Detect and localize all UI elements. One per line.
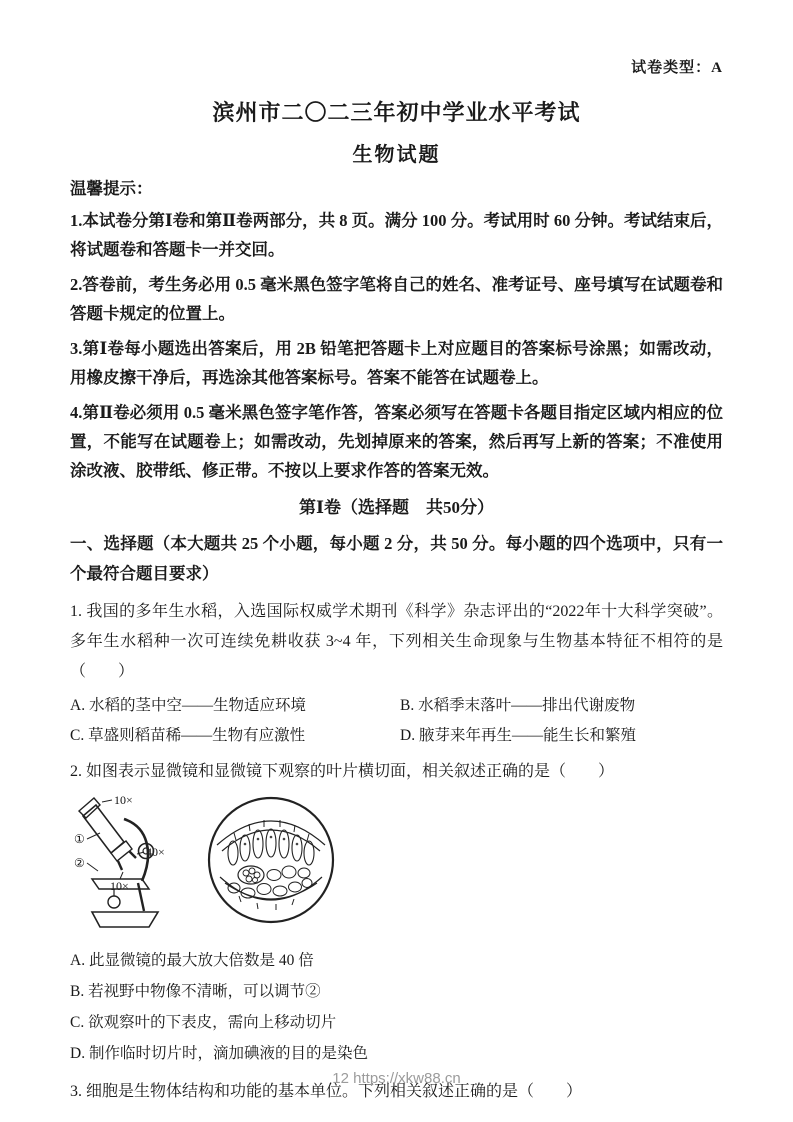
notice-item: 1.本试卷分第Ⅰ卷和第Ⅱ卷两部分，共 8 页。满分 100 分。考试用时 60 分钟。考试结束后，将试题卷和答题卡一并交回。: [70, 211, 723, 259]
paper-type-label: 试卷类型：A: [631, 60, 723, 76]
notice-item: 4.第Ⅱ卷必须用 0.5 毫米黑色签字笔作答，答案必须写在答题卡各题目指定区域内相应的位置，不能写在试题卷上；如需改动，先划掉原来的答案，然后再写上新的答案；不准使用涂改液、胶带纸、修正带。不按以上要求作答的答案无效。: [70, 403, 723, 480]
question-stem-2: 2. 如图表示显微镜和显微镜下观察的叶片横切面，相关叙述正确的是（ ）: [70, 763, 615, 780]
figure-callout-1: ①: [74, 832, 85, 846]
question-stem-3: 3. 细胞是生物体结构和功能的基本单位。下列相关叙述正确的是（ ）: [70, 1083, 583, 1100]
option: D. 腋芽来年再生——能生长和繁殖: [400, 727, 636, 744]
page-subtitle: 生物试题: [352, 144, 441, 166]
option: B. 若视野中物像不清晰，可以调节②: [70, 983, 321, 1000]
question-2-figure: [70, 791, 723, 939]
option: B. 水稻季末落叶——排出代谢废物: [400, 697, 636, 714]
section-intro: 一、选择题（本大题共 25 个小题，每小题 2 分，共 50 分。每小题的四个选项中，只有一个最符合题目要求）: [70, 534, 723, 583]
option: C. 欲观察叶的下表皮，需向上移动切片: [70, 1014, 337, 1031]
figure-callout-2: ②: [74, 856, 85, 870]
question-1-options-row: [70, 721, 723, 751]
objective-10x-label: 10×: [110, 879, 129, 893]
question-stem-1: 1. 我国的多年生水稻，入选国际权威学术期刊《科学》杂志评出的“2022年十大科学突破”。多年生水稻种一次可连续免耕收获 3~4 年，下列相关生命现象与生物基本特征不相符的是（ ）: [70, 603, 723, 680]
option: A. 此显微镜的最大放大倍数是 40 倍: [70, 952, 314, 969]
page-title: 滨州市二〇二三年初中学业水平考试: [212, 100, 581, 125]
notice-item: 3.第Ⅰ卷每小题选出答案后，用 2B 铅笔把答题卡上对应题目的答案标号涂黑；如需改动，用橡皮擦干净后，再选涂其他答案标号。答案不能答在试题卷上。: [70, 339, 723, 387]
option: C. 草盛则稻苗稀——生物有应激性: [70, 727, 306, 744]
microscope-illustration: [74, 791, 202, 937]
notice-item: 2.答卷前，考生务必用 0.5 毫米黑色签字笔将自己的姓名、准考证号、座号填写在试题卷和答题卡规定的位置上。: [70, 275, 723, 323]
eyepiece-magnification-label: 10×: [114, 793, 133, 807]
objective-40x-label: 40×: [146, 845, 165, 859]
leaf-cross-section-illustration: [204, 793, 338, 927]
section-title: 第Ⅰ卷（选择题 共50分）: [299, 498, 494, 517]
exam-content: [70, 174, 723, 1111]
footer-watermark: 12 https://xkw88.cn: [332, 1070, 461, 1087]
option: A. 水稻的茎中空——生物适应环境: [70, 697, 306, 714]
notice-heading: 温馨提示：: [70, 179, 153, 198]
question-1-options-row: [70, 691, 723, 721]
option: D. 制作临时切片时，滴加碘液的目的是染色: [70, 1045, 368, 1062]
